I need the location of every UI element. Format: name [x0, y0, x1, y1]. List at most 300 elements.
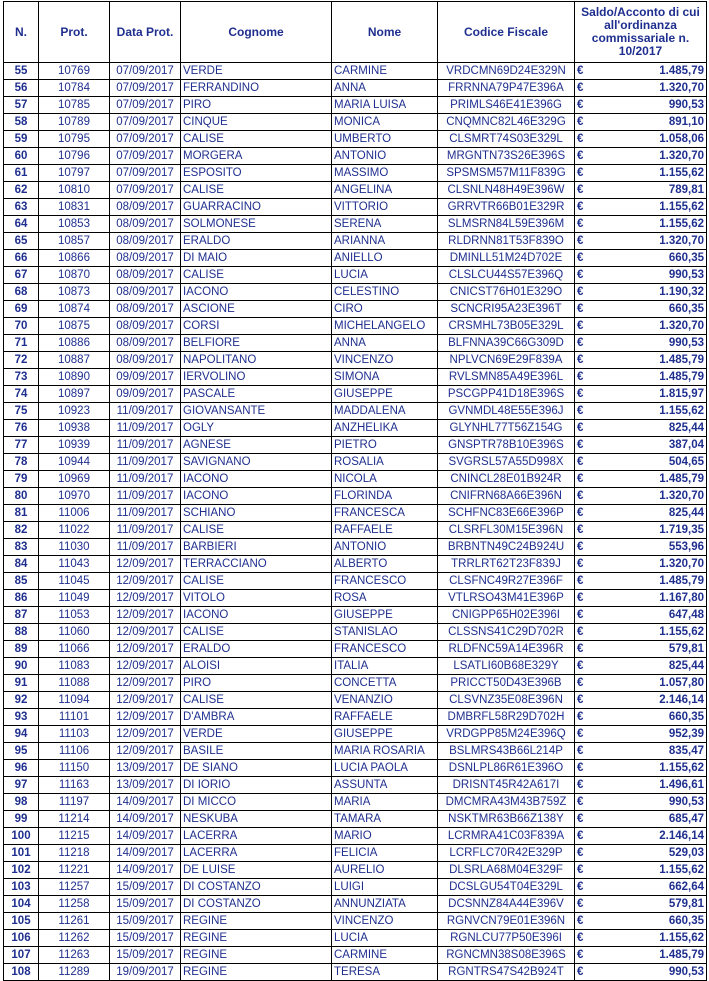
cell-saldo-acconto	[575, 131, 707, 148]
cell-n: 102	[4, 862, 39, 879]
cell-prot: 11106	[39, 743, 110, 760]
cell-cognome: ALOISI	[181, 658, 332, 675]
euro-symbol: €	[577, 438, 584, 451]
cell-cognome: AGNESE	[181, 437, 332, 454]
cell-cognome: REGINE	[181, 964, 332, 981]
cell-cognome: BELFIORE	[181, 335, 332, 352]
cell-nome: ROSALIA	[332, 454, 438, 471]
cell-nome: MADDALENA	[332, 403, 438, 420]
cell-prot: 10887	[39, 352, 110, 369]
euro-symbol: €	[577, 217, 584, 230]
cell-nome: UMBERTO	[332, 131, 438, 148]
cell-n: 96	[4, 760, 39, 777]
cell-data-prot: 12/09/2017	[110, 573, 181, 590]
cell-prot: 11258	[39, 896, 110, 913]
amount-value: 504,65	[668, 455, 704, 468]
euro-symbol: €	[577, 608, 584, 621]
cell-data-prot: 07/09/2017	[110, 182, 181, 199]
euro-symbol: €	[577, 710, 584, 723]
cell-prot: 11045	[39, 573, 110, 590]
cell-n: 73	[4, 369, 39, 386]
cell-saldo-acconto	[575, 862, 707, 879]
cell-nome: AURELIO	[332, 862, 438, 879]
euro-symbol: €	[577, 931, 584, 944]
euro-symbol: €	[577, 319, 584, 332]
cell-cognome: ESPOSITO	[181, 165, 332, 182]
cell-saldo-acconto	[575, 505, 707, 522]
cell-nome: ANIELLO	[332, 250, 438, 267]
cell-nome: RAFFAELE	[332, 709, 438, 726]
euro-symbol: €	[577, 234, 584, 247]
cell-n: 72	[4, 352, 39, 369]
amount-value: 1.190,32	[659, 285, 704, 298]
cell-data-prot: 08/09/2017	[110, 284, 181, 301]
cell-data-prot: 15/09/2017	[110, 896, 181, 913]
table-row	[4, 947, 707, 964]
cell-data-prot: 11/09/2017	[110, 488, 181, 505]
cell-saldo-acconto	[575, 692, 707, 709]
table-row	[4, 845, 707, 862]
cell-codice-fiscale: BRBNTN49C24B924U	[438, 539, 575, 556]
euro-symbol: €	[577, 727, 584, 740]
cell-codice-fiscale: LCRFLC70R42E329P	[438, 845, 575, 862]
cell-saldo-acconto	[575, 216, 707, 233]
cell-nome: FRANCESCO	[332, 573, 438, 590]
cell-codice-fiscale: DMINLL51M24D702E	[438, 250, 575, 267]
cell-prot: 11261	[39, 913, 110, 930]
cell-n: 88	[4, 624, 39, 641]
cell-prot: 10831	[39, 199, 110, 216]
cell-data-prot: 07/09/2017	[110, 63, 181, 80]
cell-codice-fiscale: LSATLI60B68E329Y	[438, 658, 575, 675]
table-row	[4, 964, 707, 981]
cell-saldo-acconto	[575, 267, 707, 284]
cell-n: 69	[4, 301, 39, 318]
table-row	[4, 505, 707, 522]
amount-value: 529,03	[668, 846, 704, 859]
cell-cognome: CALISE	[181, 182, 332, 199]
cell-prot: 11221	[39, 862, 110, 879]
cell-prot: 11043	[39, 556, 110, 573]
table-row	[4, 607, 707, 624]
cell-nome: NICOLA	[332, 471, 438, 488]
amount-value: 1.155,62	[659, 761, 704, 774]
table-row	[4, 233, 707, 250]
table-row	[4, 63, 707, 80]
euro-symbol: €	[577, 846, 584, 859]
table-row	[4, 182, 707, 199]
cell-codice-fiscale: GNSPTR78B10E396S	[438, 437, 575, 454]
amount-value: 990,53	[668, 268, 704, 281]
cell-cognome: CALISE	[181, 522, 332, 539]
amount-value: 1.320,70	[659, 319, 704, 332]
cell-cognome: DI COSTANZO	[181, 879, 332, 896]
cell-saldo-acconto	[575, 811, 707, 828]
cell-cognome: REGINE	[181, 913, 332, 930]
table-row	[4, 250, 707, 267]
cell-prot: 10785	[39, 97, 110, 114]
cell-nome: VENANZIO	[332, 692, 438, 709]
cell-n: 79	[4, 471, 39, 488]
euro-symbol: €	[577, 812, 584, 825]
cell-cognome: VERDE	[181, 726, 332, 743]
cell-cognome: OGLY	[181, 420, 332, 437]
cell-n: 59	[4, 131, 39, 148]
euro-symbol: €	[577, 914, 584, 927]
cell-data-prot: 07/09/2017	[110, 165, 181, 182]
cell-saldo-acconto	[575, 318, 707, 335]
cell-cognome: REGINE	[181, 930, 332, 947]
cell-n: 68	[4, 284, 39, 301]
cell-cognome: MORGERA	[181, 148, 332, 165]
table-row	[4, 573, 707, 590]
euro-symbol: €	[577, 506, 584, 519]
cell-data-prot: 11/09/2017	[110, 471, 181, 488]
cell-nome: GIUSEPPE	[332, 386, 438, 403]
table-row	[4, 284, 707, 301]
euro-symbol: €	[577, 574, 584, 587]
cell-saldo-acconto	[575, 930, 707, 947]
cell-data-prot: 08/09/2017	[110, 250, 181, 267]
cell-cognome: IERVOLINO	[181, 369, 332, 386]
cell-nome: ROSA	[332, 590, 438, 607]
cell-prot: 10923	[39, 403, 110, 420]
euro-symbol: €	[577, 64, 584, 77]
cell-n: 100	[4, 828, 39, 845]
cell-cognome: PIRO	[181, 97, 332, 114]
euro-symbol: €	[577, 387, 584, 400]
cell-nome: MICHELANGELO	[332, 318, 438, 335]
amount-value: 553,96	[668, 540, 704, 553]
cell-data-prot: 11/09/2017	[110, 437, 181, 454]
cell-cognome: DE SIANO	[181, 760, 332, 777]
cell-n: 90	[4, 658, 39, 675]
cell-nome: ANNA	[332, 335, 438, 352]
cell-n: 58	[4, 114, 39, 131]
cell-prot: 10873	[39, 284, 110, 301]
cell-nome: LUCIA PAOLA	[332, 760, 438, 777]
cell-cognome: IACONO	[181, 607, 332, 624]
cell-saldo-acconto	[575, 471, 707, 488]
cell-saldo-acconto	[575, 420, 707, 437]
table-row	[4, 437, 707, 454]
cell-cognome: SAVIGNANO	[181, 454, 332, 471]
euro-symbol: €	[577, 880, 584, 893]
cell-codice-fiscale: MRGNTN73S26E396S	[438, 148, 575, 165]
cell-data-prot: 09/09/2017	[110, 386, 181, 403]
cell-codice-fiscale: SCHFNC83E66E396P	[438, 505, 575, 522]
euro-symbol: €	[577, 115, 584, 128]
amount-value: 825,44	[668, 506, 704, 519]
table-row	[4, 692, 707, 709]
cell-n: 101	[4, 845, 39, 862]
cell-saldo-acconto	[575, 896, 707, 913]
cell-cognome: ERALDO	[181, 641, 332, 658]
cell-prot: 11289	[39, 964, 110, 981]
cell-prot: 10944	[39, 454, 110, 471]
cell-data-prot: 15/09/2017	[110, 879, 181, 896]
cell-cognome: IACONO	[181, 284, 332, 301]
cell-codice-fiscale: DCSLGU54T04E329L	[438, 879, 575, 896]
cell-nome: MARIA ROSARIA	[332, 743, 438, 760]
cell-n: 63	[4, 199, 39, 216]
cell-nome: PIETRO	[332, 437, 438, 454]
cell-n: 65	[4, 233, 39, 250]
cell-saldo-acconto	[575, 386, 707, 403]
cell-cognome: LACERRA	[181, 828, 332, 845]
cell-nome: STANISLAO	[332, 624, 438, 641]
cell-nome: ARIANNA	[332, 233, 438, 250]
amount-value: 579,81	[668, 897, 704, 910]
cell-data-prot: 07/09/2017	[110, 97, 181, 114]
cell-codice-fiscale: CLSRFL30M15E396N	[438, 522, 575, 539]
cell-prot: 10874	[39, 301, 110, 318]
cell-data-prot: 13/09/2017	[110, 760, 181, 777]
cell-n: 67	[4, 267, 39, 284]
amount-value: 1.815,97	[659, 387, 704, 400]
cell-n: 97	[4, 777, 39, 794]
cell-saldo-acconto	[575, 369, 707, 386]
cell-data-prot: 08/09/2017	[110, 199, 181, 216]
cell-nome: ITALIA	[332, 658, 438, 675]
cell-codice-fiscale: BLFNNA39C66G309D	[438, 335, 575, 352]
cell-prot: 10769	[39, 63, 110, 80]
cell-data-prot: 15/09/2017	[110, 930, 181, 947]
amount-value: 1.485,79	[659, 353, 704, 366]
euro-symbol: €	[577, 421, 584, 434]
cell-cognome: CORSI	[181, 318, 332, 335]
amount-value: 835,47	[668, 744, 704, 757]
cell-n: 89	[4, 641, 39, 658]
table-body	[4, 63, 707, 981]
cell-nome: CIRO	[332, 301, 438, 318]
table-row	[4, 709, 707, 726]
cell-cognome: DI MAIO	[181, 250, 332, 267]
cell-data-prot: 08/09/2017	[110, 216, 181, 233]
cell-n: 71	[4, 335, 39, 352]
amount-value: 2.146,14	[659, 829, 704, 842]
table-row	[4, 488, 707, 505]
amount-value: 990,53	[668, 336, 704, 349]
cell-n: 99	[4, 811, 39, 828]
table-row	[4, 794, 707, 811]
euro-symbol: €	[577, 778, 584, 791]
cell-data-prot: 12/09/2017	[110, 726, 181, 743]
cell-prot: 11197	[39, 794, 110, 811]
cell-data-prot: 11/09/2017	[110, 454, 181, 471]
cell-n: 84	[4, 556, 39, 573]
amount-value: 1.155,62	[659, 217, 704, 230]
cell-data-prot: 14/09/2017	[110, 828, 181, 845]
amount-value: 579,81	[668, 642, 704, 655]
cell-saldo-acconto	[575, 777, 707, 794]
euro-symbol: €	[577, 370, 584, 383]
cell-saldo-acconto	[575, 454, 707, 471]
cell-saldo-acconto	[575, 250, 707, 267]
cell-codice-fiscale: PRIMLS46E41E396G	[438, 97, 575, 114]
cell-n: 66	[4, 250, 39, 267]
cell-nome: RAFFAELE	[332, 522, 438, 539]
cell-prot: 10897	[39, 386, 110, 403]
cell-prot: 10857	[39, 233, 110, 250]
cell-cognome: DI MICCO	[181, 794, 332, 811]
cell-n: 55	[4, 63, 39, 80]
cell-codice-fiscale: CLSMRT74S03E329L	[438, 131, 575, 148]
cell-n: 108	[4, 964, 39, 981]
table-row	[4, 726, 707, 743]
cell-codice-fiscale: DMBRFL58R29D702H	[438, 709, 575, 726]
euro-symbol: €	[577, 829, 584, 842]
cell-nome: CARMINE	[332, 63, 438, 80]
cell-saldo-acconto	[575, 743, 707, 760]
cell-codice-fiscale: RGNTRS47S42B924T	[438, 964, 575, 981]
cell-nome: ASSUNTA	[332, 777, 438, 794]
cell-saldo-acconto	[575, 301, 707, 318]
cell-saldo-acconto	[575, 624, 707, 641]
cell-saldo-acconto	[575, 879, 707, 896]
table-row	[4, 454, 707, 471]
cell-data-prot: 12/09/2017	[110, 607, 181, 624]
table-row	[4, 624, 707, 641]
cell-n: 75	[4, 403, 39, 420]
table-row	[4, 131, 707, 148]
cell-data-prot: 08/09/2017	[110, 267, 181, 284]
cell-n: 92	[4, 692, 39, 709]
table-row	[4, 301, 707, 318]
cell-nome: FRANCESCO	[332, 641, 438, 658]
amount-value: 1.155,62	[659, 404, 704, 417]
cell-cognome: BARBIERI	[181, 539, 332, 556]
amount-value: 1.167,80	[659, 591, 704, 604]
cell-data-prot: 08/09/2017	[110, 352, 181, 369]
cell-codice-fiscale: VTLRSO43M41E396P	[438, 590, 575, 607]
cell-prot: 11214	[39, 811, 110, 828]
cell-cognome: CALISE	[181, 692, 332, 709]
cell-cognome: GIOVANSANTE	[181, 403, 332, 420]
cell-saldo-acconto	[575, 80, 707, 97]
cell-data-prot: 08/09/2017	[110, 335, 181, 352]
euro-symbol: €	[577, 557, 584, 570]
amount-value: 1.155,62	[659, 200, 704, 213]
amount-value: 990,53	[668, 795, 704, 808]
cell-data-prot: 15/09/2017	[110, 913, 181, 930]
cell-prot: 11006	[39, 505, 110, 522]
cell-prot: 11088	[39, 675, 110, 692]
cell-data-prot: 11/09/2017	[110, 420, 181, 437]
table-row	[4, 114, 707, 131]
cell-cognome: DI IORIO	[181, 777, 332, 794]
cell-prot: 11053	[39, 607, 110, 624]
amount-value: 1.155,62	[659, 863, 704, 876]
table-row	[4, 165, 707, 182]
cell-codice-fiscale: CRSMHL73B05E329L	[438, 318, 575, 335]
cell-codice-fiscale: RLDRNN81T53F839O	[438, 233, 575, 250]
table-row	[4, 420, 707, 437]
cell-nome: ANZHELIKA	[332, 420, 438, 437]
euro-symbol: €	[577, 965, 584, 978]
cell-data-prot: 14/09/2017	[110, 794, 181, 811]
cell-data-prot: 14/09/2017	[110, 862, 181, 879]
cell-data-prot: 12/09/2017	[110, 743, 181, 760]
euro-symbol: €	[577, 455, 584, 468]
amount-value: 1.155,62	[659, 931, 704, 944]
cell-nome: MARIA	[332, 794, 438, 811]
table-row	[4, 556, 707, 573]
cell-n: 74	[4, 386, 39, 403]
cell-data-prot: 11/09/2017	[110, 505, 181, 522]
euro-symbol: €	[577, 948, 584, 961]
cell-cognome: ASCIONE	[181, 301, 332, 318]
euro-symbol: €	[577, 285, 584, 298]
cell-codice-fiscale: DSNLPL86R61E396O	[438, 760, 575, 777]
cell-cognome: SCHIANO	[181, 505, 332, 522]
cell-data-prot: 09/09/2017	[110, 369, 181, 386]
amount-value: 660,35	[668, 914, 704, 927]
cell-nome: MARIO	[332, 828, 438, 845]
cell-n: 93	[4, 709, 39, 726]
amount-value: 1.155,62	[659, 166, 704, 179]
table-row	[4, 522, 707, 539]
cell-prot: 11030	[39, 539, 110, 556]
cell-codice-fiscale: CLSVNZ35E08E396N	[438, 692, 575, 709]
amount-value: 825,44	[668, 421, 704, 434]
cell-data-prot: 12/09/2017	[110, 709, 181, 726]
table-row	[4, 590, 707, 607]
table-row	[4, 879, 707, 896]
cell-codice-fiscale: VRDCMN69D24E329N	[438, 63, 575, 80]
cell-prot: 10970	[39, 488, 110, 505]
cell-prot: 11215	[39, 828, 110, 845]
header-data-prot: Data Prot.	[110, 2, 181, 63]
euro-symbol: €	[577, 98, 584, 111]
cell-saldo-acconto	[575, 97, 707, 114]
table-row	[4, 930, 707, 947]
cell-n: 87	[4, 607, 39, 624]
euro-symbol: €	[577, 200, 584, 213]
cell-saldo-acconto	[575, 607, 707, 624]
cell-nome: ANNA	[332, 80, 438, 97]
table-row	[4, 148, 707, 165]
euro-symbol: €	[577, 659, 584, 672]
cell-codice-fiscale: SPSMSM57M11F839G	[438, 165, 575, 182]
euro-symbol: €	[577, 863, 584, 876]
amount-value: 1.320,70	[659, 557, 704, 570]
amount-value: 825,44	[668, 659, 704, 672]
cell-prot: 10938	[39, 420, 110, 437]
cell-codice-fiscale: RGNLCU77P50E396I	[438, 930, 575, 947]
cell-n: 70	[4, 318, 39, 335]
cell-data-prot: 11/09/2017	[110, 403, 181, 420]
amount-value: 1.320,70	[659, 234, 704, 247]
cell-data-prot: 12/09/2017	[110, 624, 181, 641]
cell-codice-fiscale: CNQMNC82L46E329G	[438, 114, 575, 131]
cell-n: 95	[4, 743, 39, 760]
cell-prot: 11263	[39, 947, 110, 964]
cell-nome: TAMARA	[332, 811, 438, 828]
euro-symbol: €	[577, 676, 584, 689]
cell-data-prot: 12/09/2017	[110, 641, 181, 658]
cell-saldo-acconto	[575, 182, 707, 199]
cell-prot: 11163	[39, 777, 110, 794]
cell-prot: 11049	[39, 590, 110, 607]
cell-cognome: CALISE	[181, 624, 332, 641]
cell-prot: 11262	[39, 930, 110, 947]
cell-cognome: TERRACCIANO	[181, 556, 332, 573]
cell-cognome: IACONO	[181, 471, 332, 488]
euro-symbol: €	[577, 166, 584, 179]
document-page	[3, 1, 707, 981]
cell-cognome: SOLMONESE	[181, 216, 332, 233]
